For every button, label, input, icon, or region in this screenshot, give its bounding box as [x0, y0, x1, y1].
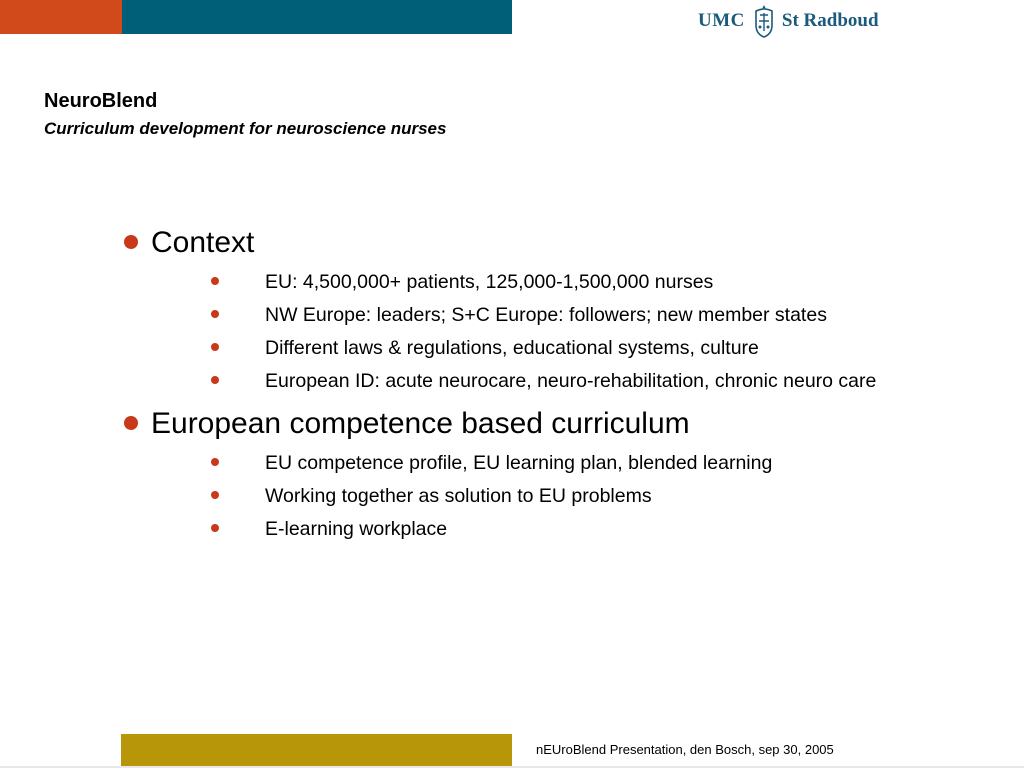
sub-bullet-dot-icon: [211, 277, 219, 285]
slide-subtitle: Curriculum development for neuroscience nurses: [44, 119, 447, 138]
sub-bullet-dot-icon: [211, 524, 219, 532]
sub-bullet-text: EU competence profile, EU learning plan, blended learning: [265, 452, 773, 474]
sub-bullet-dot-icon: [211, 310, 219, 318]
sub-bullet-dot-icon: [211, 343, 219, 351]
bottom-bar-gold-block: [121, 734, 512, 768]
sub-bullet-text: EU: 4,500,000+ patients, 125,000-1,500,000 nurses: [265, 271, 714, 293]
sub-bullet-dot-icon: [211, 376, 219, 384]
logo-st-radboud-text: St Radboud: [781, 10, 879, 31]
sub-bullet-dot-icon: [211, 458, 219, 466]
bullet-text: European competence based curriculum: [151, 407, 690, 440]
bullet-text: Context: [151, 226, 255, 259]
sub-bullet-text: Working together as solution to EU problems: [265, 485, 652, 507]
logo-umc-text: UMC: [698, 10, 745, 31]
sub-bullet-dot-icon: [211, 491, 219, 499]
bullet-dot-icon: [124, 416, 138, 430]
sub-bullet-text: Different laws & regulations, educational systems, culture: [265, 337, 759, 359]
sub-bullet-text: NW Europe: leaders; S+C Europe: followers; new member states: [265, 304, 827, 326]
sub-bullet-text: E-learning workplace: [265, 518, 448, 540]
slide-title: NeuroBlend: [44, 90, 158, 112]
footer-text: nEUroBlend Presentation, den Bosch, sep 30, 2005: [536, 742, 834, 757]
bullet-dot-icon: [124, 235, 138, 249]
sub-bullet-text: European ID: acute neurocare, neuro-rehabilitation, chronic neuro care: [265, 370, 877, 392]
